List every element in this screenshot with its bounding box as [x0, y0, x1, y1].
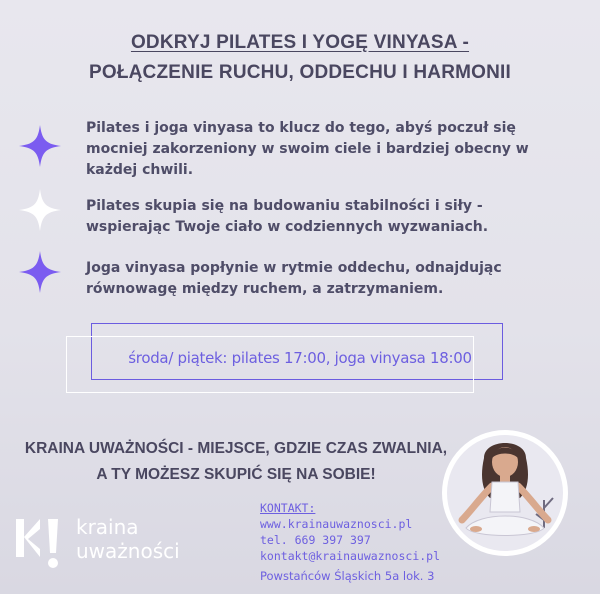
- sparkle-star-icon: [18, 250, 62, 294]
- logo-wordmark: [76, 515, 180, 563]
- phone-number[interactable]: tel. 669 397 397: [260, 533, 371, 547]
- sparkle-star-icon: [18, 124, 62, 168]
- schedule-text: środa/ piątek: pilates 17:00, joga vinyasa 18:00: [128, 349, 472, 367]
- logo-mark-icon: [14, 517, 62, 571]
- sparkle-star-icon: [18, 188, 62, 232]
- slogan-line-2: A TY MOŻESZ SKUPIĆ SIĘ NA SOBIE!: [96, 466, 376, 483]
- title-line-1: ODKRYJ PILATES I YOGĘ VINYASA -: [130, 32, 470, 53]
- bullet-text-2: Pilates skupia się na budowaniu stabilności i siły - wspierając Twoje ciało w codziennych wyzwaniach.: [86, 198, 489, 235]
- slogan-line-1: KRAINA UWAŻNOŚCI - MIEJSCE, GDZIE CZAS ZWALNIA,: [24, 440, 448, 457]
- contact-block: [260, 500, 460, 584]
- logo-line-1: kraina: [76, 515, 139, 539]
- bullet-text-1: Pilates i joga vinyasa to klucz do tego, abyś poczuł się mocniej zakorzeniony w swoim ciele i bardziej obecny w każdej chwili.: [86, 120, 529, 178]
- address-text: Powstańców Śląskich 5a lok. 3: [260, 569, 435, 583]
- bullet-text-3: Joga vinyasa popłynie w rytmie oddechu, odnajdując równowagę między ruchem, a zatrzymaniem.: [86, 260, 502, 297]
- website-link[interactable]: www.krainauwaznosci.pl: [260, 517, 413, 531]
- title-line-2: POŁĄCZENIE RUCHU, ODDECHU I HARMONII: [88, 62, 512, 83]
- logo-line-2: uważności: [76, 539, 180, 563]
- email-link[interactable]: kontakt@krainauwaznosci.pl: [260, 549, 441, 563]
- contact-heading: KONTAKT:: [260, 501, 316, 515]
- brand-logo: [14, 515, 204, 575]
